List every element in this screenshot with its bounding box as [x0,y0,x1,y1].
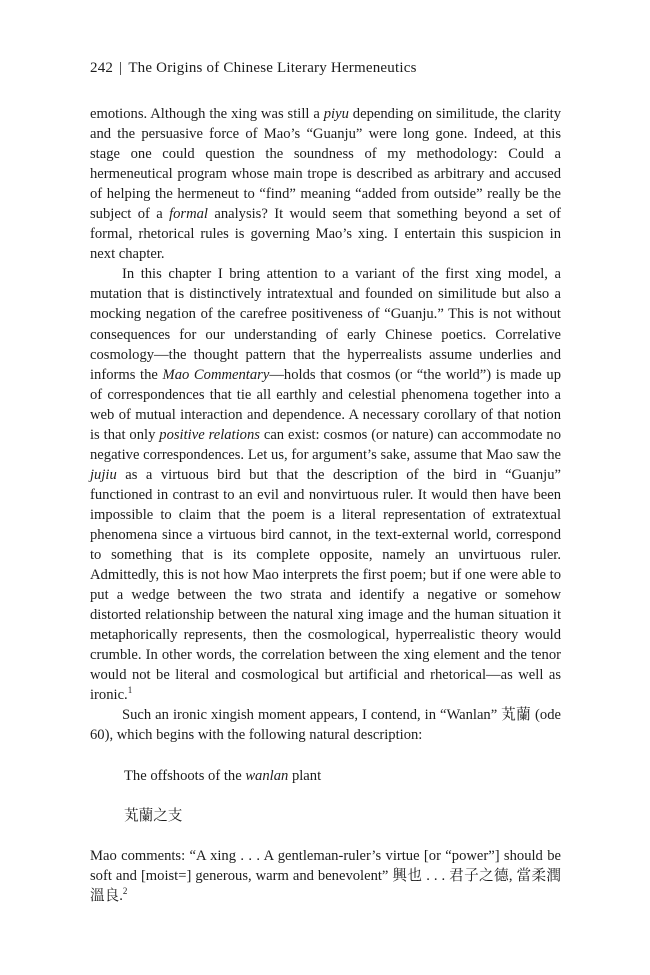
paragraph-closing [90,846,561,906]
body-text [90,104,561,906]
text-run: The offshoots of the [124,767,246,784]
paragraph [90,104,561,264]
italic-term: formal [169,206,208,223]
italic-term: piyu [323,106,349,122]
text-run: In this chapter I bring attention to a variant of the first xing model, a mutation that is distinctively intratextual and founded on similitude but also a mocking negation of the carefree positiveness of “Guanju.” This is not without consequences for our understanding of early Chinese poetics. Correlative cosmology—the thought pattern that the hyperrealists assume underlies and informs the [90,266,561,383]
block-quote-english [124,766,561,786]
italic-term: jujiu [90,466,117,483]
footnote-marker: 2 [122,885,128,896]
text-run: can exist: cosmos (or nature) can accommodate no negative correspondences. Let us, for argument’s sake, assume that Mao saw the [90,426,562,463]
text-run: emotions. Although the xing was still a [90,106,324,122]
text-run: depending on similitude, the clarity and the persuasive force of Mao’s “Guanju” were long gone. Indeed, at this stage one could question the soundness of my methodology: Could a hermeneutical program whose main trope is described as arbitrary and accused of helping the hermeneut to “find” meaning “added from outside” really be the subject of a [90,106,561,223]
running-head [90,60,417,77]
text-run: analysis? It would seem that something beyond a set of formal, rhetorical rules is governing Mao’s xing. I entertain this suspicion in next chapter. [90,206,561,263]
text-run: Such an ironic xingish moment appears, I contend, in “Wanlan” 芄蘭 (ode 60), which begins with the following natural description: [90,707,561,744]
italic-term: wanlan [245,767,289,784]
text-run: —holds that cosmos (or “the world”) is made up of correspondences that tie all earthly and celestial phenomena together into a web of mutual interaction and dependence. A necessary corollary of that notion is that only [90,366,562,443]
paragraph [90,264,561,705]
block-quote-chinese: 芄蘭之支 [124,807,183,824]
header-separator: | [119,60,123,76]
paragraph [90,705,561,745]
page-number: 242 [90,60,114,76]
text-run: as a virtuous bird but that the description of the bird in “Guanju” functioned in contrast to an evil and nonvirtuous ruler. It would then have been impossible to claim that the poem is a literal representation of extratextual phenomena since a virtuous bird cannot, in the text-external world, correspond to something that is its complete opposite, namely an unvirtuous ruler. Admittedly, this is not how Mao interprets the first poem; but if one were able to put a wedge between the two strata and identify a negative or somehow distorted relationship between the natural xing image and the human situation it metaphorically represents, then the cosmological, hyperrealistic theory would crumble. In other words, the correlation between the xing element and the tenor would not be literal and cosmological but artificial and rhetorical—as well as ironic. [90,466,561,704]
footnote-marker: 1 [127,685,133,696]
text-run: plant [288,767,322,784]
text-run: Mao comments: “A xing . . . A gentleman-ruler’s virtue [or “power”] should be soft and [moist=] generous, warm and benevolent” 興也 . . . 君子之德, 當柔潤溫良. [90,847,561,904]
book-title: The Origins of Chinese Literary Hermeneutics [128,60,417,76]
italic-term: Mao Commentary [162,366,270,383]
italic-term: positive relations [159,426,260,443]
